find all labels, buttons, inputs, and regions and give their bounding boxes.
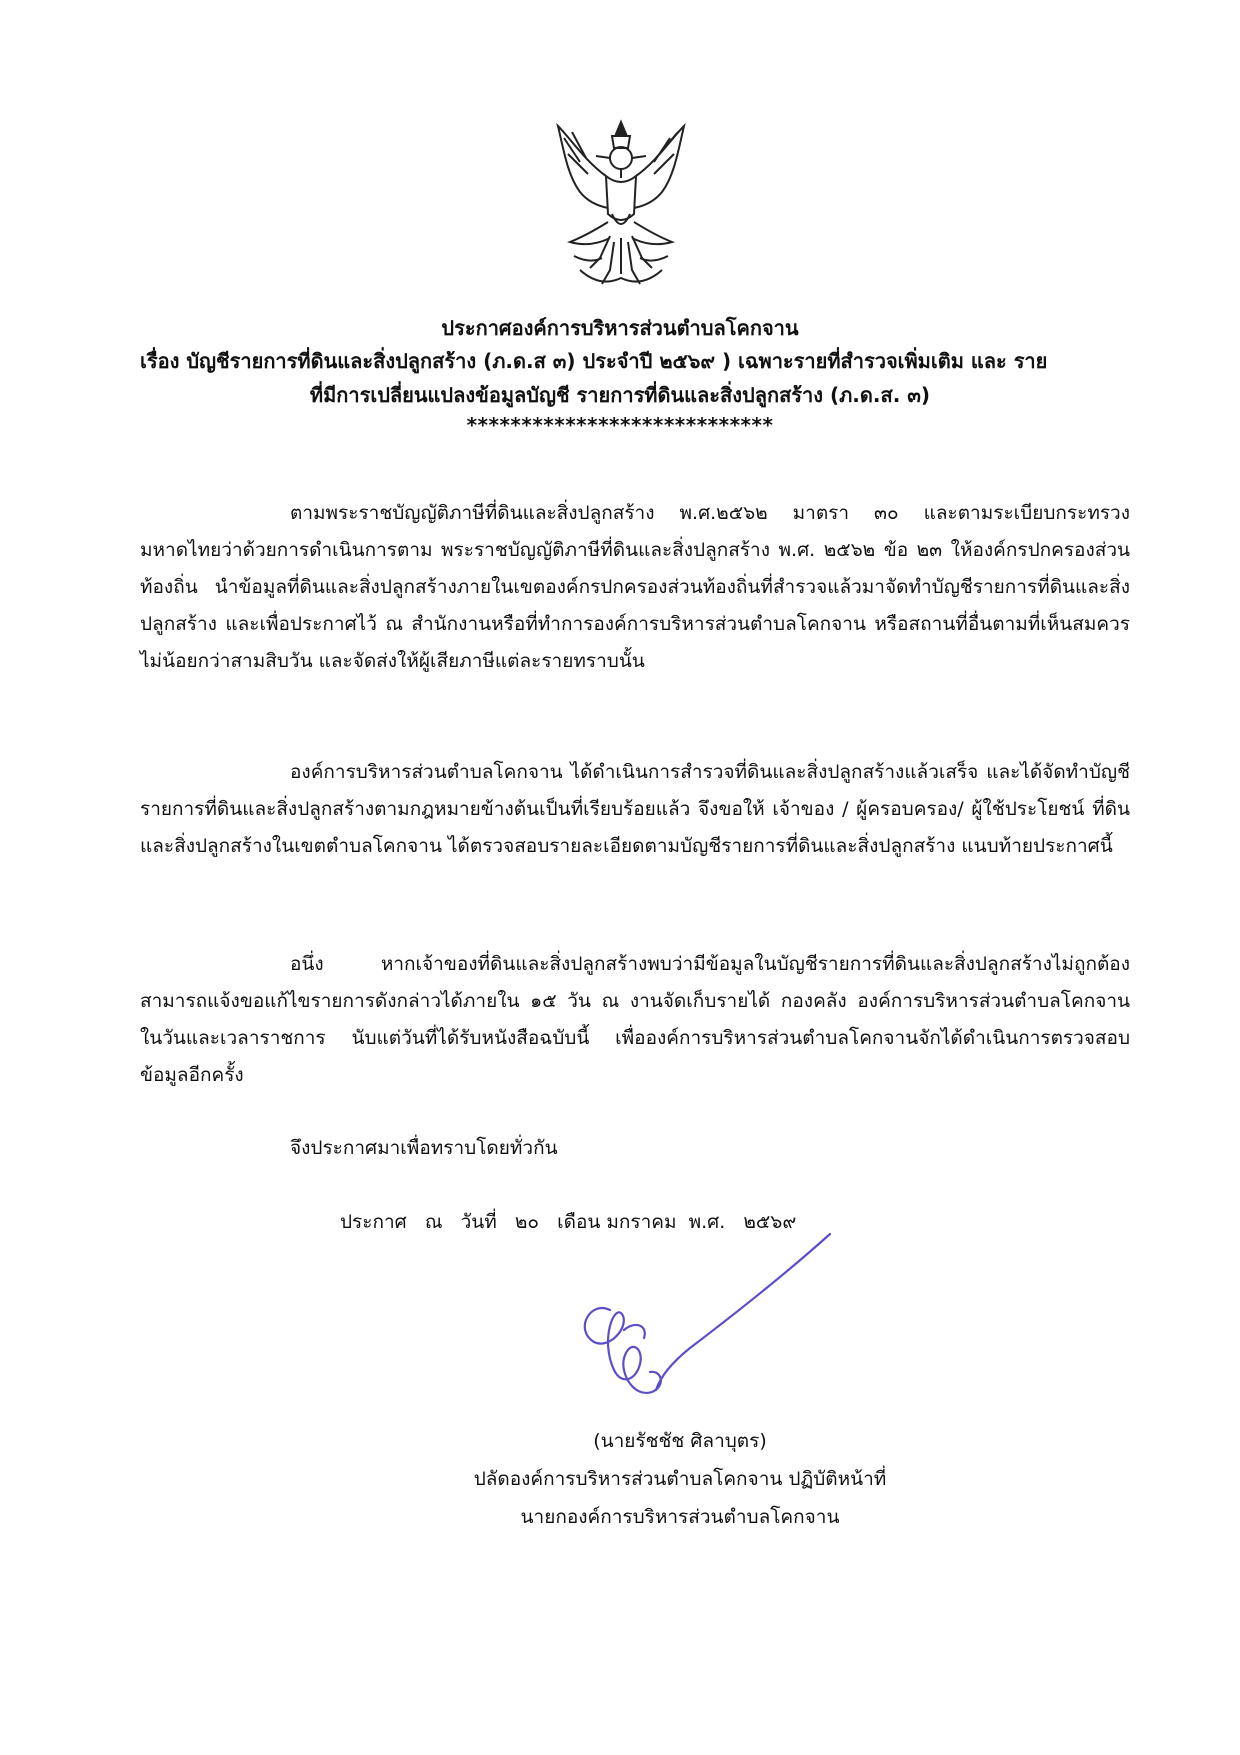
title-line-2: เรื่อง บัญชีรายการที่ดินและสิ่งปลูกสร้าง (ภ.ด.ส ๓) ประจำปี ๒๕๖๙ ) เฉพาะรายที่สำรวจเพิ่มเติม และ ราย xyxy=(140,349,1048,373)
paragraph-1 xyxy=(140,495,1130,680)
signer-position-2: นายกองค์การบริหารส่วนตำบลโคกจาน xyxy=(520,1506,840,1528)
signer-position-1: ปลัดองค์การบริหารส่วนตำบลโคกจาน ปฏิบัติหน้าที่ xyxy=(473,1468,887,1490)
title-separator: **************************** xyxy=(466,413,774,437)
garuda-emblem-icon xyxy=(550,118,692,290)
paragraph-2 xyxy=(140,754,1130,865)
title-line-1: ประกาศองค์การบริหารส่วนตำบลโคกจาน xyxy=(441,316,799,340)
title-line-3: ที่มีการเปลี่ยนแปลงข้อมูลบัญชี รายการที่ดินและสิ่งปลูกสร้าง (ภ.ด.ส. ๓) xyxy=(309,383,931,407)
closing-statement: จึงประกาศมาเพื่อทราบโดยทั่วกัน xyxy=(290,1137,558,1159)
signer-block xyxy=(400,1422,960,1536)
signer-name: (นายรัชชัช ศิลาบุตร) xyxy=(593,1430,767,1452)
announcement-title xyxy=(140,312,1100,438)
paragraph-2-text: องค์การบริหารส่วนตำบลโคกจาน ได้ดำเนินการสำรวจที่ดินและสิ่งปลูกสร้างแล้วเสร็จ และได้จัดทำบัญชีรายการที่ดินและสิ่งปลูกสร้างตามกฎหมายข้างต้นเป็นที่เรียบร้อยแล้ว จึงขอให้ เจ้าของ / ผู้ครอบครอง/ ผู้ใช้ประโยชน์ ที่ดินและสิ่งปลูกสร้างในเขตตำบลโคกจาน ได้ตรวจสอบรายละเอียดตามบัญชีรายการที่ดินและสิ่งปลูกสร้าง แนบท้ายประกาศนี้ xyxy=(140,761,1130,857)
paragraph-3-text: อนึ่ง หากเจ้าของที่ดินและสิ่งปลูกสร้างพบว่ามีข้อมูลในบัญชีรายการที่ดินและสิ่งปลูกสร้างไม่ถูกต้อง สามารถแจ้งขอแก้ไขรายการดังกล่าวได้ภายใน ๑๕ วัน ณ งานจัดเก็บรายได้ กองคลัง องค์การบริหารส่วนตำบลโคกจาน ในวันและเวลาราชการ นับแต่วันที่ได้รับหนังสือฉบับนี้ เพื่อองค์การบริหารส่วนตำบลโคกจานจักได้ดำเนินการตรวจสอบข้อมูลอีกครั้ง xyxy=(140,953,1130,1086)
paragraph-3 xyxy=(140,946,1130,1094)
handwritten-signature xyxy=(570,1230,870,1410)
signature-strokes xyxy=(585,1234,830,1393)
paragraph-1-text: ตามพระราชบัญญัติภาษีที่ดินและสิ่งปลูกสร้าง พ.ศ.๒๕๖๒ มาตรา ๓๐ และตามระเบียบกระทรวงมหาดไทยว่าด้วยการดำเนินการตาม พระราชบัญญัติภาษีที่ดินและสิ่งปลูกสร้าง พ.ศ. ๒๕๖๒ ข้อ ๒๓ ให้องค์กรปกครองส่วนท้องถิ่น นำข้อมูลที่ดินและสิ่งปลูกสร้างภายในเขตองค์กรปกครองส่วนท้องถิ่นที่สำรวจแล้วมาจัดทำบัญชีรายการที่ดินและสิ่งปลูกสร้าง และเพื่อประกาศไว้ ณ สำนักงานหรือที่ทำการองค์การบริหารส่วนตำบลโคกจาน หรือสถานที่อื่นตามที่เห็นสมควร ไม่น้อยกว่าสามสิบวัน และจัดส่งให้ผู้เสียภาษีแต่ละรายทราบนั้น xyxy=(140,502,1130,672)
announcement-date: ประกาศ ณ วันที่ ๒๐ เดือน มกราคม พ.ศ. ๒๕๖๙ xyxy=(340,1211,797,1233)
